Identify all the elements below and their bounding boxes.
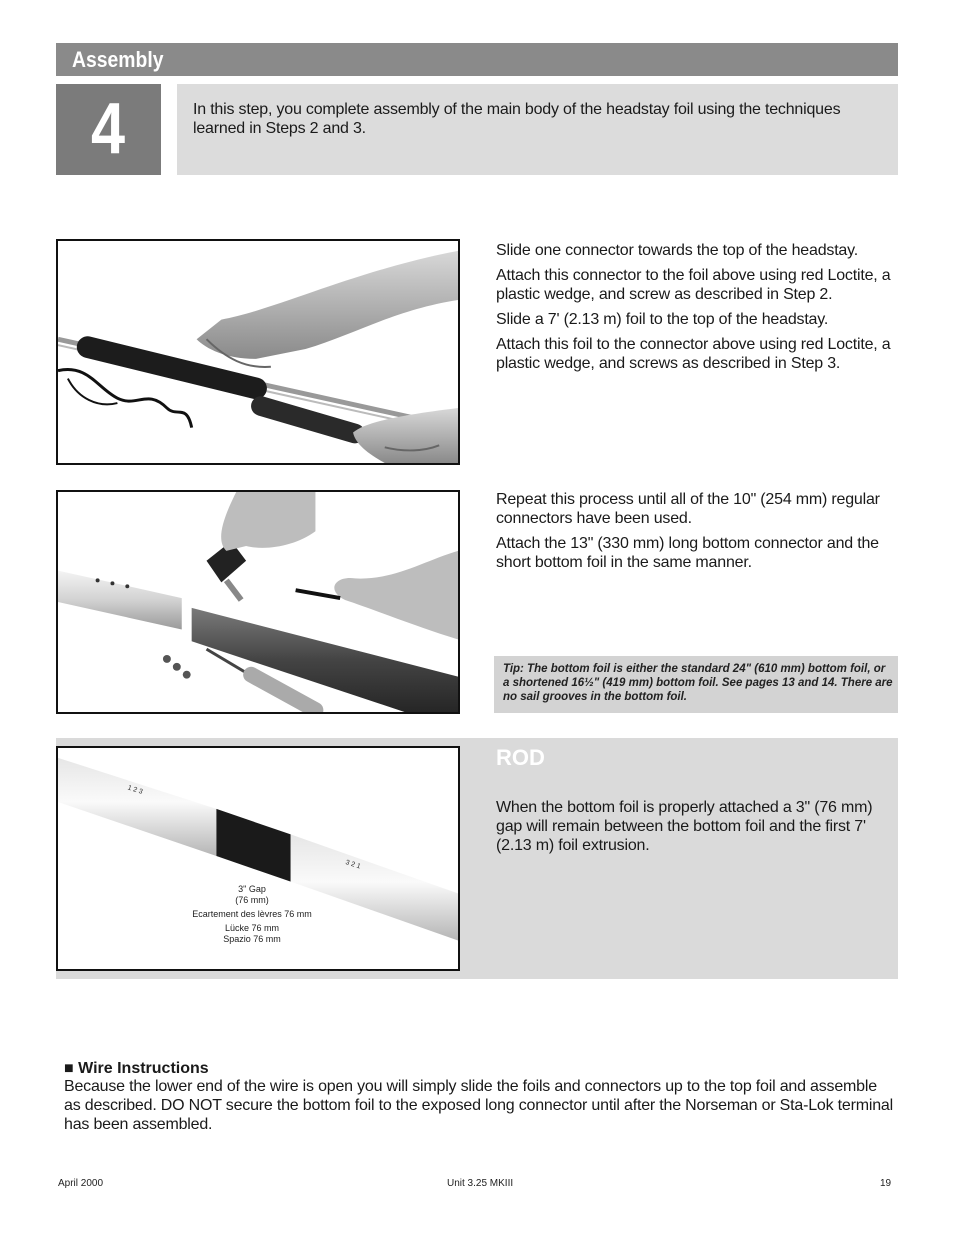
block1-paragraph: Attach this foil to the connector above using red Loctite, a plastic wedge, and screws as described in Step 3. xyxy=(496,336,891,372)
block2-paragraph: Attach the 13" (330 mm) long bottom connector and the short bottom foil in the same manner. xyxy=(496,535,879,571)
gap-caption-line: (76 mm) xyxy=(235,895,269,905)
photo-connector-slide xyxy=(56,239,460,465)
svg-text:1 2 3: 1 2 3 xyxy=(126,784,144,796)
section-title-bar xyxy=(56,43,898,76)
bullet-square-icon: ■ xyxy=(64,1060,74,1077)
gap-caption-line: Ecartement des lèvres 76 mm xyxy=(192,909,312,919)
wire-text: Because the lower end of the wire is open you will simply slide the foils and connectors up to the top foil and assemble as described. DO NOT secure the bottom foil to the exposed long connector until after the Norseman or Sta-Lok terminal has been assembled. xyxy=(64,1078,893,1133)
section-title: Assembly xyxy=(72,47,164,72)
block2-text xyxy=(496,490,898,572)
footer-unit: Unit 3.25 MKIII xyxy=(447,1178,514,1189)
wire-heading xyxy=(64,1059,209,1078)
block1-paragraph: Slide a 7' (2.13 m) foil to the top of the headstay. xyxy=(496,311,829,328)
gap-caption-line: Spazio 76 mm xyxy=(223,934,281,944)
footer-page-number: 19 xyxy=(880,1178,892,1189)
block1-paragraph: Slide one connector towards the top of the headstay. xyxy=(496,242,858,259)
block1-paragraph: Attach this connector to the foil above using red Loctite, a plastic wedge, and screw as described in Step 2. xyxy=(496,267,891,303)
gap-caption-line: Lücke 76 mm xyxy=(224,923,280,933)
tip-text: Tip: The bottom foil is either the standard 24" (610 mm) bottom foil, or a shortened 16½" (419 mm) bottom foil. See pages 13 and 14. There are no sail grooves in the bottom foil. xyxy=(503,663,893,703)
step-number: 4 xyxy=(91,89,126,169)
gap-caption-line: 3" Gap xyxy=(238,884,266,894)
rod-heading: ROD xyxy=(496,745,545,770)
step-number-box xyxy=(56,84,161,175)
block1-text xyxy=(496,241,898,373)
rod-text: When the bottom foil is properly attached a 3" (76 mm) gap will remain between the bottom foil and the first 7' (2.13 m) foil extrusion. xyxy=(496,799,873,854)
block2-paragraph: Repeat this process until all of the 10" (254 mm) regular connectors have been used. xyxy=(496,491,880,527)
gap-caption xyxy=(160,884,344,945)
svg-text:3 2 1: 3 2 1 xyxy=(344,859,362,871)
photo-loctite-application xyxy=(56,490,460,714)
intro-text: In this step, you complete assembly of the main body of the headstay foil using the techniques learned in Steps 2 and 3. xyxy=(193,101,841,137)
footer-date: April 2000 xyxy=(58,1178,104,1189)
wire-heading-label: Wire Instructions xyxy=(78,1060,209,1077)
